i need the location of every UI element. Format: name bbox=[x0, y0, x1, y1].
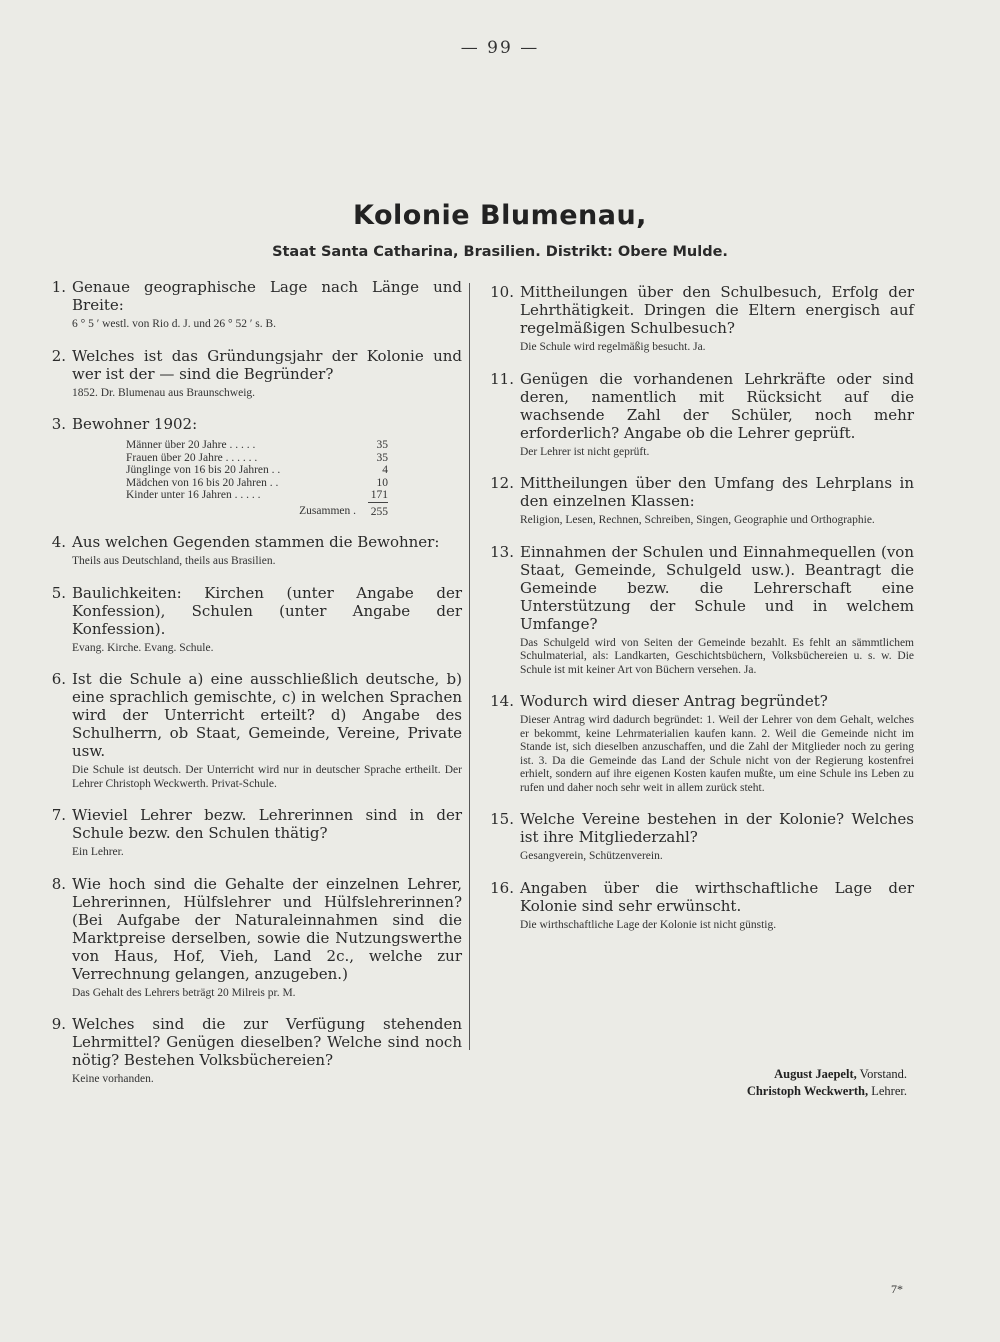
signature-line bbox=[747, 1083, 907, 1100]
answer-text: Die Schule ist deutsch. Der Unterricht wird nur in deutscher Sprache ertheilt. Der Lehrer Christoph Weckwerth. Privat-Schule. bbox=[72, 764, 462, 790]
question-number: 3. bbox=[51, 415, 66, 433]
question-text: Welches ist das Gründungsjahr der Kolonie und wer ist der — sind die Begründer? bbox=[72, 346, 462, 383]
question-block-8 bbox=[34, 875, 462, 1001]
population-total-row bbox=[126, 502, 388, 518]
answer-text: Dieser Antrag wird dadurch begründet: 1. Weil der Lehrer von dem Gehalt, welches er bekommt, keine Lehrmaterialien kaufen kann. 2. Weil die Gemeinde nicht im Stande ist, sich dieselben anzuschaffen, und die Zahl der Mitglieder noch zu gering ist. 3. Da die Gemeinde das Land der Schule nicht von der Regierung kostenfrei erhielt, sondern auf ihre eigenen Kosten kaufen mußte, um eine Schule ins Leben zu rufen und daher noch sehr weit in allem zurück steht. bbox=[520, 714, 914, 794]
population-value: 10 bbox=[376, 476, 388, 489]
answer-text: Religion, Lesen, Rechnen, Schreiben, Singen, Geographie und Orthographie. bbox=[520, 514, 875, 526]
question-number: 7. bbox=[51, 806, 66, 824]
population-label: Frauen über 20 Jahre . . . . . . bbox=[126, 451, 258, 464]
question-number: 8. bbox=[51, 874, 66, 893]
sheet-signature-mark: 7* bbox=[891, 1282, 903, 1296]
question-number: 5. bbox=[51, 583, 66, 602]
answer-text: Die wirthschaftliche Lage der Kolonie ist nicht günstig. bbox=[520, 918, 777, 931]
question-block-10 bbox=[482, 283, 914, 355]
answer-text: Das Schulgeld wird von Seiten der Gemeinde bezahlt. Es fehlt an sämmtlichem Schulmaterial, als: Landkarten, Geschichtsbüchern, Volksbüchereien u. s. w. Die Schule ist mit keiner Art von Büchern versehen. Ja. bbox=[520, 636, 914, 676]
signature-role: Lehrer. bbox=[871, 1084, 907, 1098]
page-subtitle: Staat Santa Catharina, Brasilien. Distrikt: Obere Mulde. bbox=[272, 244, 728, 260]
answer-text: 1852. Dr. Blumenau aus Braunschweig. bbox=[72, 386, 256, 399]
population-value: 35 bbox=[376, 451, 388, 464]
question-text: Bewohner 1902: bbox=[72, 415, 198, 433]
population-value: 35 bbox=[376, 439, 388, 451]
question-block-14 bbox=[482, 692, 914, 795]
question-block-2 bbox=[34, 347, 462, 401]
question-text: Baulichkeiten: Kirchen (unter Angabe der Konfession), Schulen (unter Angabe der Konfession). bbox=[72, 583, 462, 638]
question-number: 2. bbox=[51, 346, 66, 365]
answer-text: Der Lehrer ist nicht geprüft. bbox=[520, 445, 650, 458]
population-row bbox=[126, 439, 388, 452]
question-block-5 bbox=[34, 584, 462, 656]
question-text: Aus welchen Gegenden stammen die Bewohner: bbox=[72, 533, 440, 551]
page-title: Kolonie Blumenau, bbox=[353, 200, 647, 231]
left-column bbox=[34, 278, 462, 1102]
population-label: Männer über 20 Jahre . . . . . bbox=[126, 439, 256, 451]
page-number: — 99 — bbox=[460, 38, 540, 58]
signature-name: Christoph Weckwerth, bbox=[746, 1084, 869, 1098]
population-row bbox=[126, 464, 388, 477]
signature-block bbox=[747, 1066, 907, 1100]
question-number: 10. bbox=[490, 283, 514, 301]
answer-text: Keine vorhanden. bbox=[72, 1073, 154, 1085]
population-total-value: 255 bbox=[368, 502, 388, 518]
population-row bbox=[126, 477, 388, 490]
question-block-15 bbox=[482, 810, 914, 864]
question-number: 9. bbox=[51, 1015, 66, 1033]
question-text: Welche Vereine bestehen in der Kolonie? Welches ist ihre Mitgliederzahl? bbox=[520, 810, 914, 846]
population-row bbox=[126, 452, 388, 465]
question-block-1 bbox=[34, 278, 462, 332]
question-block-16 bbox=[482, 879, 914, 933]
question-text: Mittheilungen über den Umfang des Lehrplans in den einzelnen Klassen: bbox=[520, 474, 914, 510]
question-text: Welches sind die zur Verfügung stehenden Lehrmittel? Genügen dieselben? Welche sind noch nötig? Bestehen Volksbüchereien? bbox=[72, 1015, 462, 1069]
answer-text: Gesangverein, Schützenverein. bbox=[520, 850, 663, 862]
question-number: 16. bbox=[490, 878, 514, 897]
population-label: Mädchen von 16 bis 20 Jahren . . bbox=[126, 476, 279, 489]
question-number: 11. bbox=[490, 369, 514, 388]
question-text: Genaue geographische Lage nach Länge und Breite: bbox=[72, 278, 462, 314]
question-block-3 bbox=[34, 415, 462, 518]
signature-line bbox=[747, 1066, 907, 1083]
question-text: Angaben über die wirthschaftliche Lage der Kolonie sind sehr erwünscht. bbox=[520, 878, 914, 915]
population-value: 171 bbox=[370, 489, 388, 501]
question-block-11 bbox=[482, 370, 914, 460]
column-divider bbox=[469, 283, 470, 1050]
population-label: Jünglinge von 16 bis 20 Jahren . . bbox=[126, 464, 281, 476]
question-block-6 bbox=[34, 670, 462, 791]
population-total-label: Zusammen . bbox=[299, 505, 356, 518]
question-number: 14. bbox=[490, 692, 514, 710]
answer-text: Ein Lehrer. bbox=[72, 846, 124, 858]
question-text: Mittheilungen über den Schulbesuch, Erfolg der Lehrthätigkeit. Dringen die Eltern energisch auf regelmäßigen Schulbesuch? bbox=[520, 283, 914, 337]
question-number: 6. bbox=[51, 670, 66, 688]
population-label: Kinder unter 16 Jahren . . . . . bbox=[126, 489, 261, 502]
question-block-7 bbox=[34, 806, 462, 860]
answer-text: Evang. Kirche. Evang. Schule. bbox=[72, 641, 214, 654]
population-table bbox=[126, 439, 388, 518]
right-column bbox=[482, 283, 914, 947]
signature-role: Vorstand. bbox=[859, 1067, 907, 1081]
signature-name: August Jaepelt, bbox=[774, 1067, 857, 1081]
population-row bbox=[126, 489, 388, 502]
question-block-13 bbox=[482, 543, 914, 678]
question-block-9 bbox=[34, 1015, 462, 1087]
population-value: 4 bbox=[382, 464, 388, 476]
question-text: Ist die Schule a) eine ausschließlich deutsche, b) eine sprachlich gemischte, c) in welchen Sprachen wird der Unterricht erteilt? d) Angabe des Schulherrn, ob Staat, Gemeinde, Vereine, Private usw. bbox=[72, 670, 462, 760]
question-number: 4. bbox=[51, 533, 66, 551]
question-text: Wie hoch sind die Gehalte der einzelnen Lehrer, Lehrerinnen, Hülfslehrer und Hülfslehrerinnen? (Bei Aufgabe der Naturaleinnahmen sind die Marktpreise derselben, sowie die Nutzungswerthe von Haus, Hof, Vieh, Land 2c., welche zur Verrechnung gelangen, anzugeben.) bbox=[72, 874, 462, 983]
question-number: 13. bbox=[490, 542, 514, 561]
answer-text: Das Gehalt des Lehrers beträgt 20 Milreis pr. M. bbox=[72, 986, 296, 999]
question-number: 1. bbox=[51, 278, 66, 296]
question-block-12 bbox=[482, 474, 914, 528]
question-number: 12. bbox=[490, 474, 514, 492]
question-number: 15. bbox=[490, 810, 514, 828]
question-text: Wodurch wird dieser Antrag begründet? bbox=[520, 692, 828, 710]
answer-text: Die Schule wird regelmäßig besucht. Ja. bbox=[520, 341, 706, 353]
question-text: Einnahmen der Schulen und Einnahmequellen (von Staat, Gemeinde, Schulgeld usw.). Beantragt die Gemeinde bezw. die Lehrerschaft eine Unterstützung der Schule und in welchem Umfange? bbox=[520, 542, 914, 633]
answer-text: Theils aus Deutschland, theils aus Brasilien. bbox=[72, 555, 276, 567]
question-block-4 bbox=[34, 533, 462, 569]
question-text: Genügen die vorhandenen Lehrkräfte oder sind deren, namentlich mit Rücksicht auf die wachsende Zahl der Schüler, noch mehr erforderlich? Angabe ob die Lehrer geprüft. bbox=[520, 369, 914, 442]
question-text: Wieviel Lehrer bezw. Lehrerinnen sind in der Schule bezw. den Schulen thätig? bbox=[72, 806, 462, 842]
answer-text: 6 ° 5 ′ westl. von Rio d. J. und 26 ° 52 ′ s. B. bbox=[72, 318, 276, 330]
